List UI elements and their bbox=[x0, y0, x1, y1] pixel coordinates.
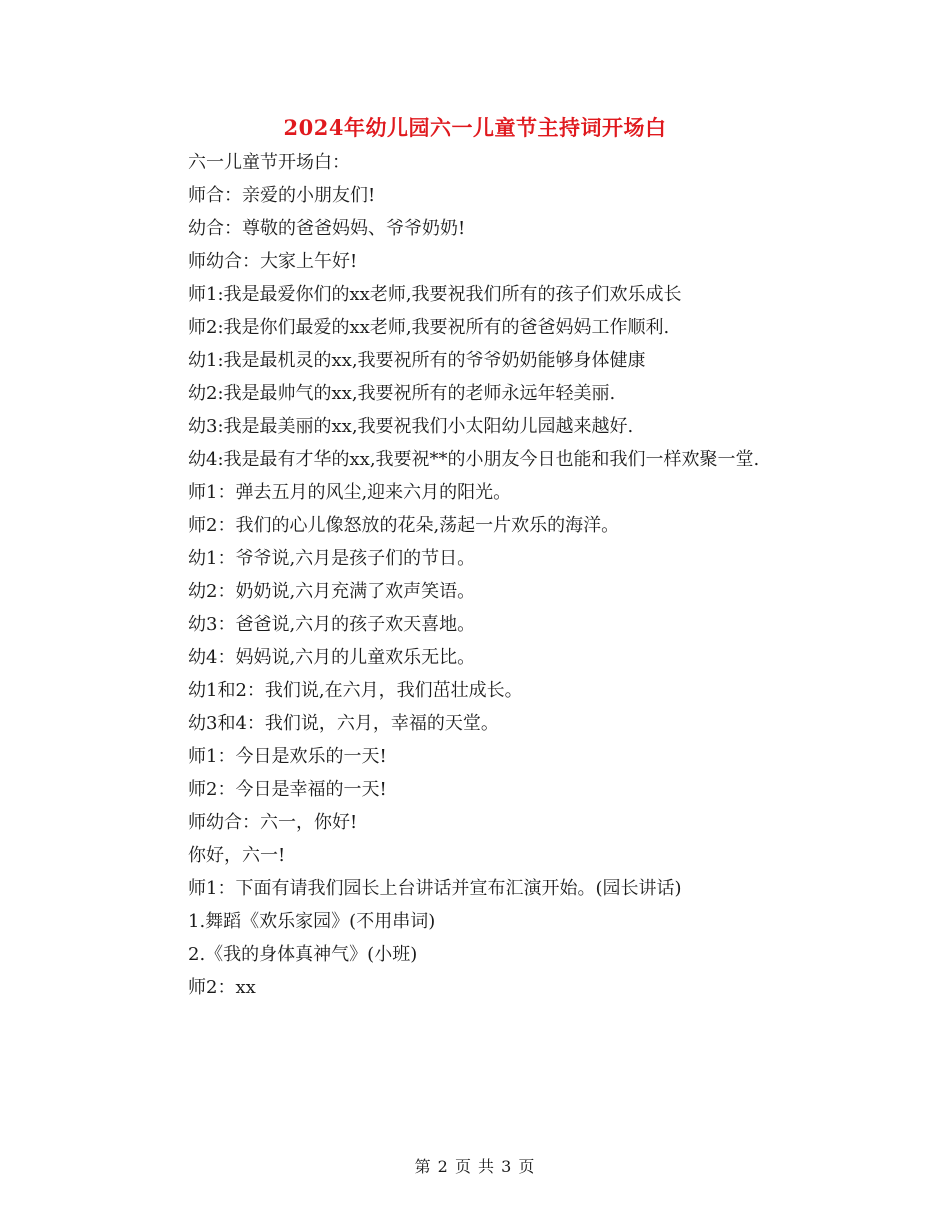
paragraph: 1.舞蹈《欢乐家园》(不用串词) bbox=[188, 911, 436, 932]
paragraph: 师1：弹去五月的风尘,迎来六月的阳光。 bbox=[188, 482, 512, 503]
paragraph: 师合：亲爱的小朋友们! bbox=[188, 185, 376, 206]
paragraph: 师1：下面有请我们园长上台讲话并宣布汇演开始。(园长讲话) bbox=[188, 878, 682, 899]
paragraph: 幼2:我是最帅气的xx,我要祝所有的老师永远年轻美丽. bbox=[188, 383, 616, 404]
paragraph: 幼1和2：我们说,在六月，我们茁壮成长。 bbox=[188, 680, 523, 701]
paragraph: 师1：今日是欢乐的一天! bbox=[188, 746, 387, 767]
paragraph: 师2：今日是幸福的一天! bbox=[188, 779, 387, 800]
paragraph: 幼4:我是最有才华的xx,我要祝**的小朋友今日也能和我们一样欢聚一堂. bbox=[188, 449, 760, 470]
paragraph: 幼3:我是最美丽的xx,我要祝我们小太阳幼儿园越来越好. bbox=[188, 416, 634, 437]
paragraph: 六一儿童节开场白： bbox=[188, 152, 350, 173]
paragraph: 师幼合：大家上午好! bbox=[188, 251, 358, 272]
paragraph: 师1:我是最爱你们的xx老师,我要祝我们所有的孩子们欢乐成长 bbox=[188, 284, 682, 305]
paragraph: 幼4：妈妈说,六月的儿童欢乐无比。 bbox=[188, 647, 476, 668]
paragraph: 2.《我的身体真神气》(小班) bbox=[188, 944, 418, 965]
paragraph: 幼1：爷爷说,六月是孩子们的节日。 bbox=[188, 548, 476, 569]
document-body bbox=[142, 146, 810, 1004]
paragraph: 你好，六一! bbox=[188, 845, 286, 866]
paragraph: 师幼合：六一，你好! bbox=[188, 812, 358, 833]
paragraph: 幼3：爸爸说,六月的孩子欢天喜地。 bbox=[188, 614, 476, 635]
paragraph: 幼2：奶奶说,六月充满了欢声笑语。 bbox=[188, 581, 476, 602]
paragraph: 幼3和4：我们说，六月，幸福的天堂。 bbox=[188, 713, 499, 734]
paragraph: 师2：xx bbox=[188, 977, 256, 998]
paragraph: 师2:我是你们最爱的xx老师,我要祝所有的爸爸妈妈工作顺利. bbox=[188, 317, 670, 338]
paragraph: 幼1:我是最机灵的xx,我要祝所有的爷爷奶奶能够身体健康 bbox=[188, 350, 646, 371]
paragraph: 幼合：尊敬的爸爸妈妈、爷爷奶奶! bbox=[188, 218, 466, 239]
paragraph: 师2：我们的心儿像怒放的花朵,荡起一片欢乐的海洋。 bbox=[188, 515, 620, 536]
page-footer: 第 2 页 共 3 页 bbox=[414, 1157, 536, 1176]
document-title: 2024年幼儿园六一儿童节主持词开场白 bbox=[283, 115, 667, 140]
